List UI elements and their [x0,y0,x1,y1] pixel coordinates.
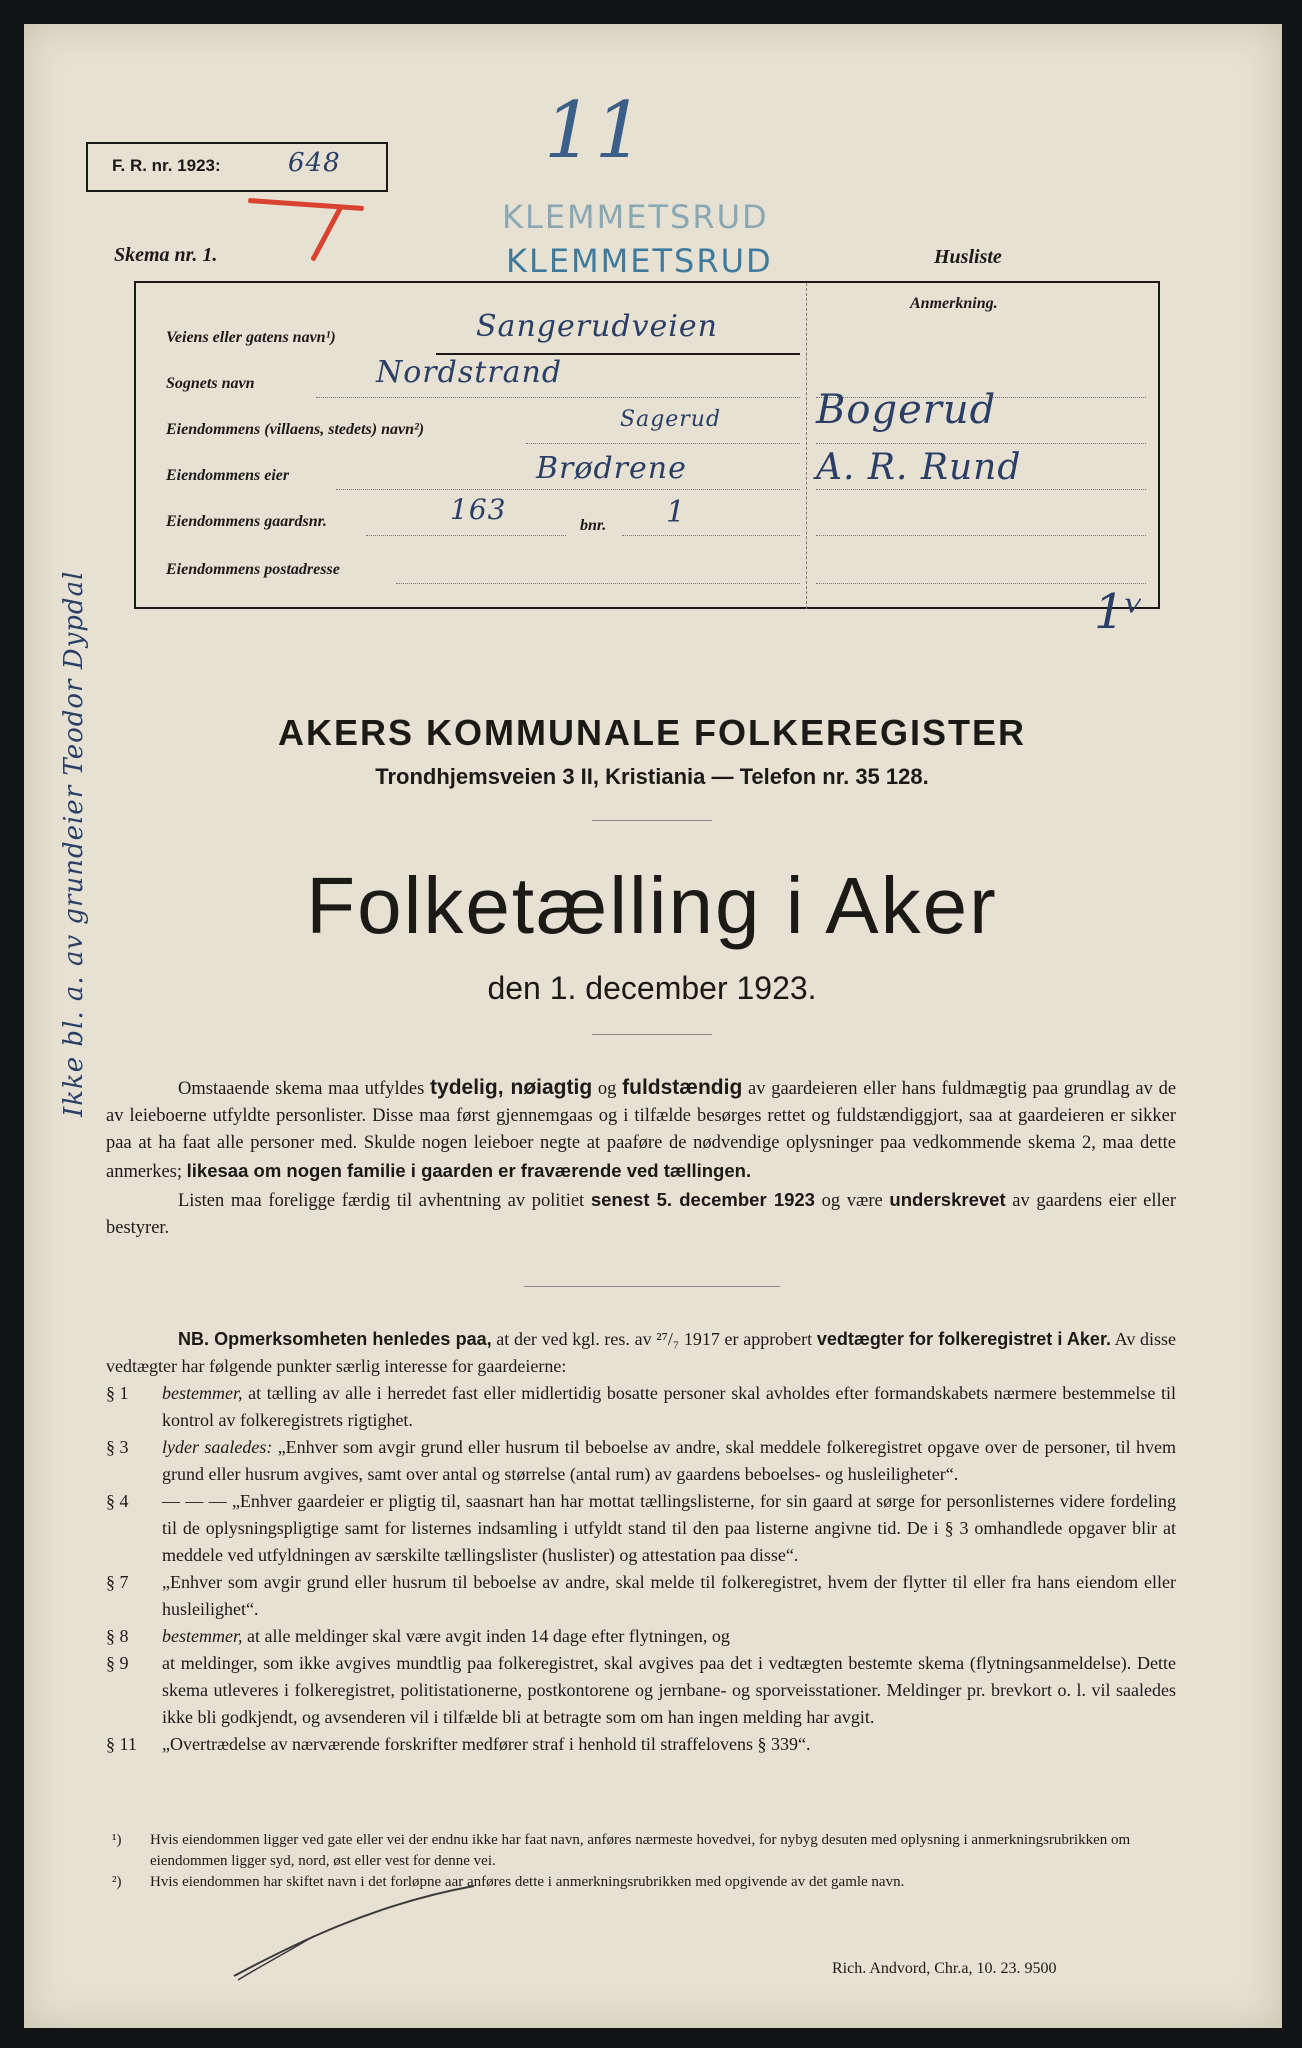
printer-imprint: Rich. Andvord, Chr.a, 10. 23. 9500 [832,1960,1057,1977]
section-1-italic: bestemmer, [162,1383,243,1403]
section-3-text [162,1434,1176,1488]
bnr-label: bnr. [580,517,607,534]
section-8-italic: bestemmer, [162,1626,243,1646]
form-label-farm-number: Eiendommens gaardsnr. [166,513,327,530]
section-1 [106,1380,1176,1434]
section-8-text [162,1623,1176,1650]
document-title: Folketælling i Aker [306,861,998,950]
p2-a: Listen maa foreligge færdig til avhentning av politiet [178,1191,585,1211]
p1-b: tydelig, nøiagtig [430,1076,593,1099]
section-4-body: — — — „Enhver gaardeier er pligtig til, saasnart han har mottat tællingslisterne, for sin gaard at sørge for personlisternes videre fordeling til de oplysningspligtige samt for listernes indsamling i utfyldt stand til den paa listerne angivne tid. De i § 3 omhandlede opgaver blir at meddele ved utfyldningen av særskilte tællingslister (huslister) og attestation paa disse“. [162,1491,1176,1565]
footnote-1 [106,1830,1176,1872]
form-label-road: Veiens eller gatens navn¹) [166,329,336,346]
section-3-body: „Enhver som avgir grund eller husrum til beboelse av andre, skal meddele folkeregistret opgave over de personer, til hvem grund eller husrum avgives, samt over antal og størrelse (antal rum) av gaardens beboelses- og husleiligheter“. [162,1437,1177,1484]
section-11-number: § 11 [106,1734,137,1754]
red-pencil-stroke [310,206,343,261]
form-label-property-name: Eiendommens (villaens, stedets) navn²) [166,421,425,438]
remark-line-3 [816,489,1146,490]
section-1-number: § 1 [106,1383,129,1403]
section-4-number: § 4 [106,1491,129,1511]
footnote-2-text: Hvis eiendommen har skiftet navn i det forløpne aar anføres dette i anmerkningsrubrikken med opgivende av det gamle navn. [150,1874,905,1890]
pen-stroke [224,1884,484,1984]
footnote-2-mark: ²) [112,1874,122,1890]
section-3-italic: lyder saaledes: [162,1437,273,1457]
show-through-text [424,124,439,169]
remark-line-4 [816,535,1146,536]
document-page [24,24,1282,2028]
section-1-text [162,1380,1176,1434]
form-line-bnr [622,535,800,536]
section-11 [106,1731,1176,1758]
form-divider [806,283,808,609]
section-4-text [162,1488,1176,1569]
p1-f: likesaa om nogen familie i gaarden er fraværende ved tællingen. [186,1160,752,1181]
section-9-body: at meldinger, som ikke avgives mundtlig paa folkeregistret, skal avgives paa det i vedtægten bestemte skema (flytningsanmeldelse). Dette skema utleveres i folkeregistret, politistationerne, postkontorene og jernbane- og sporveisstationer. Meldinger pr. brevkort o. l. vil saaledes ikke bli godkjendt, og avsenderen vil i tilfælde bli at betragte som om han ingen melding har avgit. [162,1653,1176,1727]
form-value-parish: Nordstrand [376,355,563,390]
separator-1 [592,820,712,821]
property-form [134,281,1160,609]
p1-a: Omstaaende skema maa utfyldes [178,1079,425,1099]
p2-d: underskrevet [889,1189,1006,1210]
form-value-owner: Brødrene [536,451,687,486]
section-8-number: § 8 [106,1626,129,1646]
side-mark: 1ᵛ [1094,584,1145,640]
p1-e: av gaardeieren eller hans fuldmægtig paa grundlag av de av leieboerne utfyldte personlister. Disse maa først gjennemgaas og i tilfælde besørges rettet og fuldstændiggjort, saa at gaardeieren er sikker paa at ha faat alle personer med. Skulde nogen leieboer negte at paaføre de nødvendige oplysninger paa vedkommende skema 2, maa dette anmerkes; [106,1079,1177,1182]
section-4 [106,1488,1176,1569]
p2-c: og være [821,1191,883,1211]
p2-b: senest 5. december 1923 [590,1189,815,1210]
form-line-owner [336,489,800,490]
form-value-property-name: Sagerud [620,407,722,432]
nb-lead-text: at der ved kgl. res. av ²⁷/₇ 1917 er approbert [496,1329,813,1349]
form-label-owner: Eiendommens eier [166,467,290,484]
form-line-postal-address [396,583,800,584]
nb-lead-bold-2: vedtægter for folkeregistret i Aker. [816,1329,1111,1349]
p1-c: og [597,1079,617,1099]
organisation-address: Trondhjemsveien 3 II, Kristiania — Telefon nr. 35 128. [375,764,929,789]
organisation-name: AKERS KOMMUNALE FOLKEREGISTER [277,712,1026,753]
form-line-property-name [526,443,800,444]
section-9 [106,1650,1176,1731]
footnote-1-text: Hvis eiendommen ligger ved gate eller vei der endnu ikke har faat navn, anføres nærmeste hovedvei, for nybyg desuten med oplysning i anmerkningsrubrikken om eiendommen ligger syd, nord, øst eller vest for denne vei. [150,1832,1131,1869]
fr-label: F. R. nr. 1923: [112,156,221,175]
section-8-body: at alle meldinger skal være avgit inden 14 dage efter flytningen, og [246,1626,730,1646]
stamp-klemmetsrud-faint: KLEMMETSRUD [502,198,769,236]
section-7-number: § 7 [106,1572,129,1592]
separator-3 [524,1286,780,1287]
section-7-text [162,1569,1176,1623]
husliste-label: Husliste [934,246,1002,268]
section-7 [106,1569,1176,1623]
nb-lead-bold: NB. Opmerksomheten henledes paa, [178,1329,492,1349]
nb-section [106,1326,1176,1758]
p1-d: fuldstændig [622,1076,743,1099]
nb-lead [106,1326,1176,1380]
section-11-text [162,1731,1176,1758]
red-pencil-mark [248,198,364,211]
form-label-postal-address: Eiendommens postadresse [166,561,340,578]
remark-value-1: Bogerud [816,387,997,433]
fr-number: 648 [288,148,341,178]
fr-number-box [86,142,388,192]
section-9-text [162,1650,1176,1731]
section-8 [106,1623,1176,1650]
instructions [106,1074,1176,1242]
separator-2 [592,1034,712,1035]
document-date: den 1. december 1923. [487,970,817,1006]
margin-note: Ikke bl. a. av grundeier Teodor Dypdal [59,570,89,1117]
section-3 [106,1434,1176,1488]
p2-e: av gaardens eier eller bestyrer. [106,1191,1177,1238]
stamp-klemmetsrud: KLEMMETSRUD [506,242,773,280]
bnr-value: 1 [666,495,687,530]
form-line-parish [316,397,800,398]
form-line-farm-number [366,535,566,536]
skema-number: Skema nr. 1. [114,244,218,266]
section-1-body: at tælling av alle i herredet fast eller midlertidig bosatte personer skal avholdes efter formandskabets nærmere bestemmelse til kontrol av folkeregistrets rigtighet. [162,1383,1176,1430]
section-11-body: „Overtrædelse av nærværende forskrifter medfører straf i henhold til straffelovens § 339“. [162,1734,811,1754]
section-7-body: „Enhver som avgir grund eller husrum til beboelse av andre, skal melde til folkeregistret, hvem der flytter til eller fra hans eiendom eller husleilighet“. [162,1572,1176,1619]
section-9-number: § 9 [106,1653,129,1673]
form-value-road: Sangerudveien [476,309,718,344]
remark-line-2 [816,443,1146,444]
form-value-farm-number: 163 [450,493,507,526]
remark-value-2: A. R. Rund [816,447,1022,488]
instructions-paragraph-2 [106,1186,1176,1242]
handwritten-number: 11 [544,86,646,176]
form-label-parish: Sognets navn [166,375,255,392]
section-3-number: § 3 [106,1437,129,1457]
footnote-1-mark: ¹) [112,1832,122,1848]
instructions-paragraph-1 [106,1074,1176,1186]
nb-lead-text-2: Av disse vedtægter har følgende punkter særlig interesse for gaardeierne: [106,1329,1176,1376]
anmerkning-label: Anmerkning. [910,295,998,312]
